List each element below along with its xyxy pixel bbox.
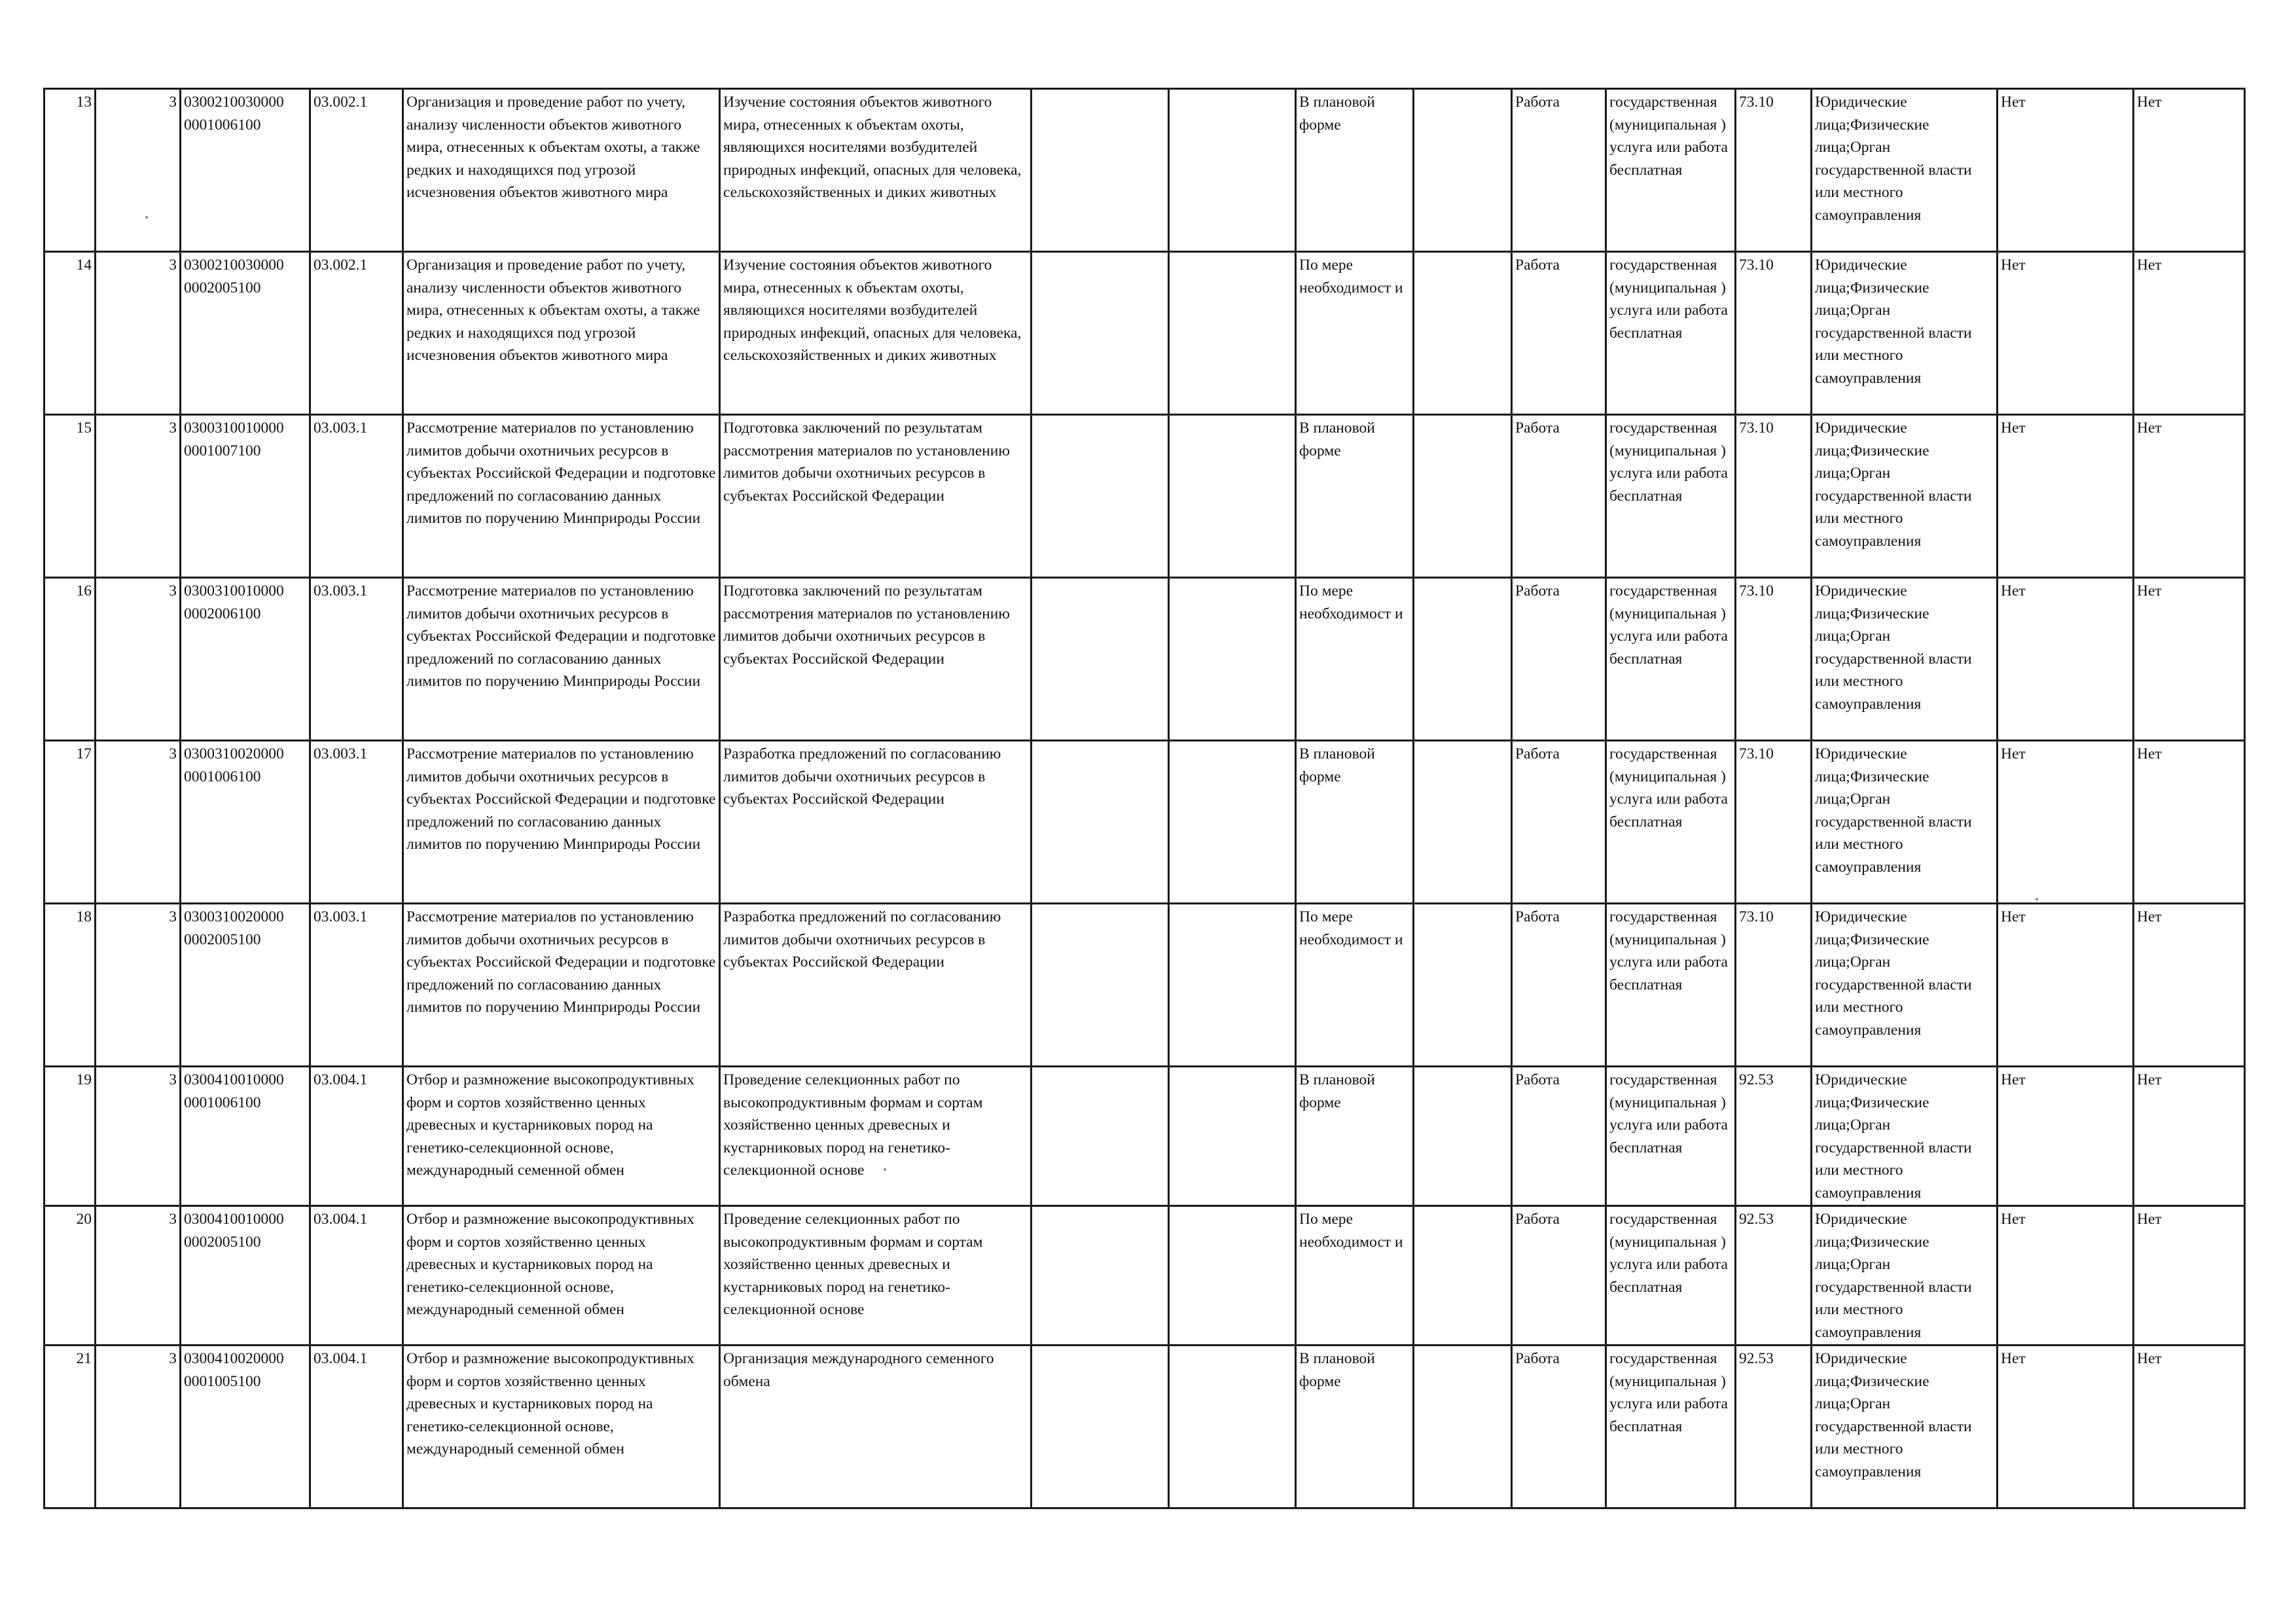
- section-number: 3: [96, 1206, 181, 1346]
- flag-a: Нет: [1998, 1206, 2134, 1346]
- section-number: 3: [96, 1067, 181, 1206]
- empty-cell-2: [1169, 1346, 1296, 1508]
- work-content: Разработка предложений по согласованию лимитов добычи охотничьих ресурсов в субъектах Российской Федерации: [720, 904, 1031, 1067]
- okved-code: 92.53: [1736, 1206, 1812, 1346]
- registry-code: 0300310020000 0002005100: [181, 904, 310, 1067]
- scan-speck: [2036, 898, 2038, 901]
- empty-cell-1: [1031, 741, 1169, 904]
- classifier-code: 03.002.1: [310, 89, 403, 252]
- empty-cell-3: [1414, 415, 1512, 578]
- work-content: Подготовка заключений по результатам рассмотрения материалов по установлению лимитов добычи охотничьих ресурсов в субъектах Российской Федерации: [720, 578, 1031, 741]
- table-row: [45, 1206, 2245, 1346]
- okved-code: 73.10: [1736, 89, 1812, 252]
- empty-cell-1: [1031, 415, 1169, 578]
- row-number: 17: [45, 741, 96, 904]
- empty-cell-3: [1414, 1067, 1512, 1206]
- section-number: 3: [96, 252, 181, 415]
- item-type: Работа: [1512, 89, 1606, 252]
- service-name: Отбор и размножение высокопродуктивных форм и сортов хозяйственно ценных древесных и кустарниковых пород на генетико-селекционной основе, международный семенной обмен: [403, 1206, 720, 1346]
- row-number: 15: [45, 415, 96, 578]
- flag-a: Нет: [1998, 741, 2134, 904]
- work-content: Разработка предложений по согласованию лимитов добычи охотничьих ресурсов в субъектах Российской Федерации: [720, 741, 1031, 904]
- table-row: [45, 89, 2245, 252]
- flag-b: Нет: [2134, 89, 2245, 252]
- registry-code: 0300210030000 0002005100: [181, 252, 310, 415]
- flag-b: Нет: [2134, 578, 2245, 741]
- row-number: 14: [45, 252, 96, 415]
- registry-code: 0300310010000 0001007100: [181, 415, 310, 578]
- work-content: Подготовка заключений по результатам рассмотрения материалов по установлению лимитов добычи охотничьих ресурсов в субъектах Российской Федерации: [720, 415, 1031, 578]
- item-type: Работа: [1512, 1346, 1606, 1508]
- flag-b: Нет: [2134, 1206, 2245, 1346]
- section-number: 3: [96, 741, 181, 904]
- classifier-code: 03.003.1: [310, 741, 403, 904]
- empty-cell-1: [1031, 1067, 1169, 1206]
- empty-cell-2: [1169, 741, 1296, 904]
- consumer-categories: Юридические лица;Физические лица;Орган государственной власти или местного самоуправления: [1812, 741, 1998, 904]
- empty-cell-2: [1169, 89, 1296, 252]
- classifier-code: 03.003.1: [310, 415, 403, 578]
- section-number: 3: [96, 89, 181, 252]
- registry-code: 0300410020000 0001005100: [181, 1346, 310, 1508]
- payment-basis: государственная (муниципальная ) услуга или работа бесплатная: [1606, 741, 1736, 904]
- form-of-execution: В плановой форме: [1296, 1346, 1414, 1508]
- table-row: [45, 578, 2245, 741]
- item-type: Работа: [1512, 415, 1606, 578]
- consumer-categories: Юридические лица;Физические лица;Орган государственной власти или местного самоуправления: [1812, 904, 1998, 1067]
- row-number: 20: [45, 1206, 96, 1346]
- empty-cell-1: [1031, 578, 1169, 741]
- empty-cell-2: [1169, 578, 1296, 741]
- row-number: 19: [45, 1067, 96, 1206]
- empty-cell-3: [1414, 578, 1512, 741]
- work-content: Изучение состояния объектов животного мира, отнесенных к объектам охоты, являющихся носителями возбудителей природных инфекций, опасных для человека, сельскохозяйственных и диких животных: [720, 252, 1031, 415]
- item-type: Работа: [1512, 741, 1606, 904]
- flag-a: Нет: [1998, 578, 2134, 741]
- flag-a: Нет: [1998, 904, 2134, 1067]
- okved-code: 73.10: [1736, 741, 1812, 904]
- empty-cell-3: [1414, 741, 1512, 904]
- form-of-execution: В плановой форме: [1296, 89, 1414, 252]
- item-type: Работа: [1512, 1067, 1606, 1206]
- registry-code: 0300410010000 0002005100: [181, 1206, 310, 1346]
- payment-basis: государственная (муниципальная ) услуга или работа бесплатная: [1606, 578, 1736, 741]
- section-number: 3: [96, 415, 181, 578]
- table-row: [45, 252, 2245, 415]
- classifier-code: 03.004.1: [310, 1206, 403, 1346]
- service-name: Организация и проведение работ по учету, анализу численности объектов животного мира, отнесенных к объектам охоты, а также редких и находящихся под угрозой исчезновения объектов животного мира: [403, 89, 720, 252]
- okved-code: 73.10: [1736, 578, 1812, 741]
- flag-a: Нет: [1998, 415, 2134, 578]
- payment-basis: государственная (муниципальная ) услуга или работа бесплатная: [1606, 1206, 1736, 1346]
- consumer-categories: Юридические лица;Физические лица;Орган государственной власти или местного самоуправления: [1812, 415, 1998, 578]
- payment-basis: государственная (муниципальная ) услуга или работа бесплатная: [1606, 1067, 1736, 1206]
- empty-cell-2: [1169, 1206, 1296, 1346]
- okved-code: 73.10: [1736, 904, 1812, 1067]
- section-number: 3: [96, 1346, 181, 1508]
- flag-a: Нет: [1998, 252, 2134, 415]
- empty-cell-1: [1031, 1346, 1169, 1508]
- empty-cell-3: [1414, 1346, 1512, 1508]
- empty-cell-3: [1414, 904, 1512, 1067]
- service-name: Рассмотрение материалов по установлению лимитов добычи охотничьих ресурсов в субъектах Российской Федерации и подготовке предложений по согласованию данных лимитов по поручению Минприроды России: [403, 741, 720, 904]
- classifier-code: 03.003.1: [310, 904, 403, 1067]
- table-body: [45, 89, 2245, 1508]
- flag-b: Нет: [2134, 741, 2245, 904]
- okved-code: 92.53: [1736, 1346, 1812, 1508]
- scan-speck: [145, 216, 148, 219]
- row-number: 21: [45, 1346, 96, 1508]
- empty-cell-1: [1031, 904, 1169, 1067]
- classifier-code: 03.002.1: [310, 252, 403, 415]
- okved-code: 73.10: [1736, 252, 1812, 415]
- flag-b: Нет: [2134, 252, 2245, 415]
- form-of-execution: По мере необходимост и: [1296, 578, 1414, 741]
- row-number: 16: [45, 578, 96, 741]
- payment-basis: государственная (муниципальная ) услуга или работа бесплатная: [1606, 415, 1736, 578]
- section-number: 3: [96, 904, 181, 1067]
- consumer-categories: Юридические лица;Физические лица;Орган государственной власти или местного самоуправления: [1812, 1067, 1998, 1206]
- table-row: [45, 1346, 2245, 1508]
- payment-basis: государственная (муниципальная ) услуга или работа бесплатная: [1606, 252, 1736, 415]
- form-of-execution: В плановой форме: [1296, 1067, 1414, 1206]
- flag-b: Нет: [2134, 904, 2245, 1067]
- row-number: 13: [45, 89, 96, 252]
- empty-cell-1: [1031, 252, 1169, 415]
- flag-a: Нет: [1998, 89, 2134, 252]
- table-row: [45, 415, 2245, 578]
- work-content: Организация международного семенного обмена: [720, 1346, 1031, 1508]
- flag-b: Нет: [2134, 1067, 2245, 1206]
- item-type: Работа: [1512, 578, 1606, 741]
- flag-a: Нет: [1998, 1067, 2134, 1206]
- registry-table: [43, 88, 2246, 1509]
- service-name: Рассмотрение материалов по установлению лимитов добычи охотничьих ресурсов в субъектах Российской Федерации и подготовке предложений по согласованию данных лимитов по поручению Минприроды России: [403, 904, 720, 1067]
- consumer-categories: Юридические лица;Физические лица;Орган государственной власти или местного самоуправления: [1812, 89, 1998, 252]
- empty-cell-1: [1031, 1206, 1169, 1346]
- form-of-execution: В плановой форме: [1296, 415, 1414, 578]
- service-name: Организация и проведение работ по учету, анализу численности объектов животного мира, отнесенных к объектам охоты, а также редких и находящихся под угрозой исчезновения объектов животного мира: [403, 252, 720, 415]
- form-of-execution: По мере необходимост и: [1296, 252, 1414, 415]
- item-type: Работа: [1512, 252, 1606, 415]
- work-content: Проведение селекционных работ по высокопродуктивным формам и сортам хозяйственно ценных древесных и кустарниковых пород на генетико-селекционной основе: [720, 1067, 1031, 1206]
- section-number: 3: [96, 578, 181, 741]
- service-name: Рассмотрение материалов по установлению лимитов добычи охотничьих ресурсов в субъектах Российской Федерации и подготовке предложений по согласованию данных лимитов по поручению Минприроды России: [403, 578, 720, 741]
- flag-b: Нет: [2134, 1346, 2245, 1508]
- empty-cell-3: [1414, 252, 1512, 415]
- payment-basis: государственная (муниципальная ) услуга или работа бесплатная: [1606, 1346, 1736, 1508]
- consumer-categories: Юридические лица;Физические лица;Орган государственной власти или местного самоуправления: [1812, 252, 1998, 415]
- payment-basis: государственная (муниципальная ) услуга или работа бесплатная: [1606, 89, 1736, 252]
- item-type: Работа: [1512, 904, 1606, 1067]
- row-number: 18: [45, 904, 96, 1067]
- table-row: [45, 904, 2245, 1067]
- flag-a: Нет: [1998, 1346, 2134, 1508]
- work-content: Проведение селекционных работ по высокопродуктивным формам и сортам хозяйственно ценных древесных и кустарниковых пород на генетико-селекционной основе: [720, 1206, 1031, 1346]
- work-content: Изучение состояния объектов животного мира, отнесенных к объектам охоты, являющихся носителями возбудителей природных инфекций, опасных для человека, сельскохозяйственных и диких животных: [720, 89, 1031, 252]
- classifier-code: 03.003.1: [310, 578, 403, 741]
- consumer-categories: Юридические лица;Физические лица;Орган государственной власти или местного самоуправления: [1812, 578, 1998, 741]
- service-name: Отбор и размножение высокопродуктивных форм и сортов хозяйственно ценных древесных и кустарниковых пород на генетико-селекционной основе, международный семенной обмен: [403, 1346, 720, 1508]
- okved-code: 73.10: [1736, 415, 1812, 578]
- form-of-execution: В плановой форме: [1296, 741, 1414, 904]
- empty-cell-2: [1169, 415, 1296, 578]
- form-of-execution: По мере необходимост и: [1296, 904, 1414, 1067]
- registry-code: 0300410010000 0001006100: [181, 1067, 310, 1206]
- flag-b: Нет: [2134, 415, 2245, 578]
- table-row: [45, 741, 2245, 904]
- scan-speck: [884, 1168, 886, 1171]
- service-name: Отбор и размножение высокопродуктивных форм и сортов хозяйственно ценных древесных и кустарниковых пород на генетико-селекционной основе, международный семенной обмен: [403, 1067, 720, 1206]
- form-of-execution: По мере необходимост и: [1296, 1206, 1414, 1346]
- service-name: Рассмотрение материалов по установлению лимитов добычи охотничьих ресурсов в субъектах Российской Федерации и подготовке предложений по согласованию данных лимитов по поручению Минприроды России: [403, 415, 720, 578]
- empty-cell-3: [1414, 89, 1512, 252]
- consumer-categories: Юридические лица;Физические лица;Орган государственной власти или местного самоуправления: [1812, 1206, 1998, 1346]
- classifier-code: 03.004.1: [310, 1346, 403, 1508]
- empty-cell-1: [1031, 89, 1169, 252]
- registry-code: 0300310010000 0002006100: [181, 578, 310, 741]
- item-type: Работа: [1512, 1206, 1606, 1346]
- registry-code: 0300210030000 0001006100: [181, 89, 310, 252]
- empty-cell-3: [1414, 1206, 1512, 1346]
- empty-cell-2: [1169, 904, 1296, 1067]
- payment-basis: государственная (муниципальная ) услуга или работа бесплатная: [1606, 904, 1736, 1067]
- okved-code: 92.53: [1736, 1067, 1812, 1206]
- consumer-categories: Юридические лица;Физические лица;Орган государственной власти или местного самоуправления: [1812, 1346, 1998, 1508]
- classifier-code: 03.004.1: [310, 1067, 403, 1206]
- table-row: [45, 1067, 2245, 1206]
- registry-code: 0300310020000 0001006100: [181, 741, 310, 904]
- empty-cell-2: [1169, 252, 1296, 415]
- empty-cell-2: [1169, 1067, 1296, 1206]
